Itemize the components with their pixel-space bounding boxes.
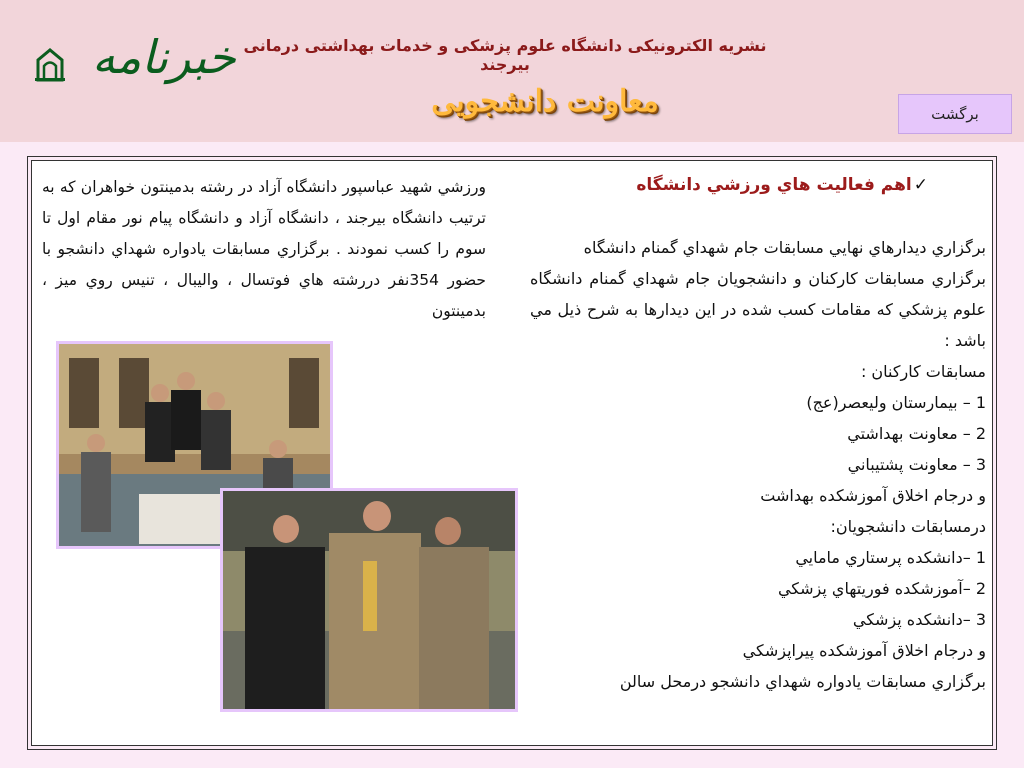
section-title: معاونت دانشجويی xyxy=(431,84,659,119)
article-line: برگزاري مسابقات كاركنان و دانشجويان جام شهداي گمنام دانشگاه علوم پزشكي كه مقامات كسب شده در اين ديدارها به شرح ذيل مي باشد : xyxy=(530,269,986,350)
mosque-icon xyxy=(34,46,66,82)
article-line: و درجام اخلاق آموزشكده بهداشت xyxy=(760,486,986,505)
trophy-photo xyxy=(220,488,518,712)
list-item: 1 –دانشكده پرستاري مامايي xyxy=(795,548,986,567)
article-left-column: ورزشي شهيد عباسپور دانشگاه آزاد در رشته بدمينتون خواهران كه به ترتيب دانشگاه بيرجند ، دانشگاه آزاد و دانشگاه پيام نور مقام اول تا سوم را كسب نمودند . برگزاري مسابقات يادواره شهداي دانشجو با حضور 354نفر دررشته هاي فوتسال ، واليبال ، تنيس روي ميز ، بدمينتون xyxy=(42,178,486,320)
article-line: برگزاري مسابقات يادواره شهداي دانشجو درمحل سالن xyxy=(619,672,986,691)
article-headline-text: اهم فعاليت هاي ورزشي دانشگاه xyxy=(636,175,912,195)
list-item: 3 – معاونت پشتيباني xyxy=(847,455,986,474)
list-item: 3 –دانشكده پزشكي xyxy=(852,610,986,629)
page-header xyxy=(0,0,1024,142)
list-item: 1 – بيمارستان وليعصر(عج) xyxy=(806,393,986,412)
article-right-column xyxy=(530,170,986,697)
article-headline xyxy=(530,170,986,200)
article-line: مسابقات كاركنان : xyxy=(860,362,986,381)
publication-subtitle: نشريه الكترونيكی دانشگاه علوم پزشكی و خدمات بهداشتی درمانی بيرجند xyxy=(243,36,767,74)
list-item: 2 – معاونت بهداشتي xyxy=(847,424,986,443)
check-icon: ✓ xyxy=(913,175,928,195)
list-item: 2 –آموزشكده فوريتهاي پزشكي xyxy=(777,579,986,598)
article-line: و درجام اخلاق آموزشكده پيراپزشكي xyxy=(742,641,986,660)
logo xyxy=(32,28,236,118)
article-line: برگزاري ديدارهاي نهايي مسابقات جام شهداي گمنام دانشگاه xyxy=(583,238,986,257)
article-line: درمسابقات دانشجويان: xyxy=(830,517,986,536)
back-button[interactable]: برگشت xyxy=(898,94,1012,134)
logo-text: خبرنامه xyxy=(92,30,236,84)
